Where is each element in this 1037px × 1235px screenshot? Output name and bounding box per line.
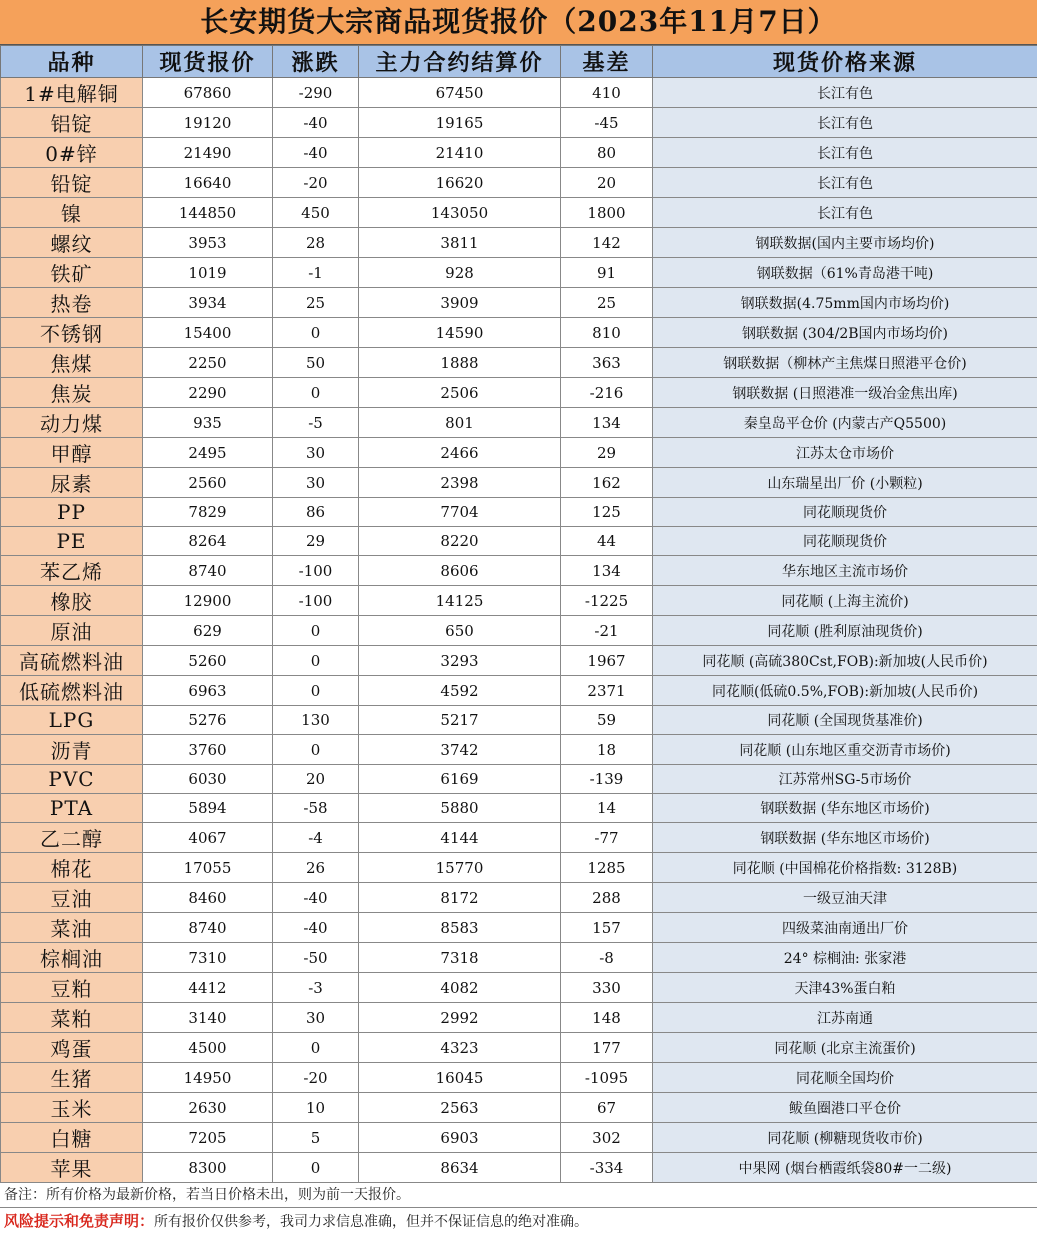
cell-name: 玉米 xyxy=(1,1093,143,1123)
cell-change: 86 xyxy=(273,498,359,527)
table-row xyxy=(1,258,1037,288)
cell-basis: 14 xyxy=(561,794,653,823)
cell-name: 尿素 xyxy=(1,468,143,498)
cell-basis: 25 xyxy=(561,288,653,318)
cell-source: 四级菜油南通出厂价 xyxy=(653,913,1037,943)
cell-basis: -8 xyxy=(561,943,653,973)
cell-spot-price: 3760 xyxy=(143,735,273,765)
cell-settle-price: 8583 xyxy=(359,913,561,943)
cell-basis: 410 xyxy=(561,78,653,108)
cell-change: 20 xyxy=(273,765,359,794)
cell-change: 450 xyxy=(273,198,359,228)
cell-source: 天津43%蛋白粕 xyxy=(653,973,1037,1003)
cell-source: 24° 棕榈油: 张家港 xyxy=(653,943,1037,973)
cell-settle-price: 7704 xyxy=(359,498,561,527)
cell-name: 生猪 xyxy=(1,1063,143,1093)
cell-spot-price: 6030 xyxy=(143,765,273,794)
cell-spot-price: 8740 xyxy=(143,913,273,943)
table-row xyxy=(1,288,1037,318)
cell-spot-price: 8300 xyxy=(143,1153,273,1183)
cell-source: 同花顺现货价 xyxy=(653,498,1037,527)
cell-spot-price: 2250 xyxy=(143,348,273,378)
cell-settle-price: 3293 xyxy=(359,646,561,676)
cell-settle-price: 15770 xyxy=(359,853,561,883)
price-table xyxy=(0,45,1037,1183)
cell-source: 江苏南通 xyxy=(653,1003,1037,1033)
cell-change: -290 xyxy=(273,78,359,108)
cell-settle-price: 19165 xyxy=(359,108,561,138)
cell-settle-price: 650 xyxy=(359,616,561,646)
cell-basis: 157 xyxy=(561,913,653,943)
table-row xyxy=(1,378,1037,408)
cell-basis: 302 xyxy=(561,1123,653,1153)
cell-source: 长江有色 xyxy=(653,108,1037,138)
cell-settle-price: 4082 xyxy=(359,973,561,1003)
cell-basis: 330 xyxy=(561,973,653,1003)
cell-spot-price: 144850 xyxy=(143,198,273,228)
cell-source: 同花顺 (全国现货基准价) xyxy=(653,706,1037,735)
table-row xyxy=(1,108,1037,138)
cell-basis: 148 xyxy=(561,1003,653,1033)
cell-source: 同花顺 (上海主流价) xyxy=(653,586,1037,616)
cell-basis: -334 xyxy=(561,1153,653,1183)
cell-source: 山东瑞星出厂价 (小颗粒) xyxy=(653,468,1037,498)
cell-spot-price: 14950 xyxy=(143,1063,273,1093)
table-row xyxy=(1,468,1037,498)
cell-source: 钢联数据 (日照港准一级冶金焦出库) xyxy=(653,378,1037,408)
cell-settle-price: 6903 xyxy=(359,1123,561,1153)
table-row xyxy=(1,765,1037,794)
cell-source: 钢联数据(国内主要市场均价) xyxy=(653,228,1037,258)
cell-basis: -77 xyxy=(561,823,653,853)
cell-change: -5 xyxy=(273,408,359,438)
cell-spot-price: 8460 xyxy=(143,883,273,913)
cell-source: 同花顺 (高硫380Cst,FOB):新加坡(人民币价) xyxy=(653,646,1037,676)
cell-source: 长江有色 xyxy=(653,168,1037,198)
cell-settle-price: 6169 xyxy=(359,765,561,794)
cell-basis: 134 xyxy=(561,556,653,586)
cell-change: -50 xyxy=(273,943,359,973)
cell-basis: 142 xyxy=(561,228,653,258)
table-row xyxy=(1,616,1037,646)
cell-settle-price: 8634 xyxy=(359,1153,561,1183)
table-row xyxy=(1,138,1037,168)
cell-basis: 125 xyxy=(561,498,653,527)
table-row xyxy=(1,794,1037,823)
cell-settle-price: 5217 xyxy=(359,706,561,735)
cell-source: 钢联数据（柳林产主焦煤日照港平仓价) xyxy=(653,348,1037,378)
cell-basis: 177 xyxy=(561,1033,653,1063)
cell-spot-price: 2290 xyxy=(143,378,273,408)
cell-name: PVC xyxy=(1,765,143,794)
cell-basis: 59 xyxy=(561,706,653,735)
cell-name: PTA xyxy=(1,794,143,823)
risk-disclaimer xyxy=(0,1208,1037,1234)
cell-source: 同花顺全国均价 xyxy=(653,1063,1037,1093)
cell-basis: 1967 xyxy=(561,646,653,676)
cell-settle-price: 143050 xyxy=(359,198,561,228)
risk-text: 所有报价仅供参考，我司力求信息准确，但并不保证信息的绝对准确。 xyxy=(154,1214,588,1230)
cell-name: 菜油 xyxy=(1,913,143,943)
cell-change: 26 xyxy=(273,853,359,883)
cell-settle-price: 16620 xyxy=(359,168,561,198)
cell-source: 华东地区主流市场价 xyxy=(653,556,1037,586)
cell-name: 棉花 xyxy=(1,853,143,883)
cell-settle-price: 4323 xyxy=(359,1033,561,1063)
cell-source: 同花顺 (中国棉花价格指数: 3128B) xyxy=(653,853,1037,883)
cell-name: 0#锌 xyxy=(1,138,143,168)
cell-spot-price: 2560 xyxy=(143,468,273,498)
cell-spot-price: 4067 xyxy=(143,823,273,853)
cell-source: 中果网 (烟台栖霞纸袋80#一二级) xyxy=(653,1153,1037,1183)
cell-basis: 1800 xyxy=(561,198,653,228)
cell-name: 白糖 xyxy=(1,1123,143,1153)
cell-source: 钢联数据 (华东地区市场价) xyxy=(653,823,1037,853)
cell-spot-price: 21490 xyxy=(143,138,273,168)
cell-change: 0 xyxy=(273,616,359,646)
cell-settle-price: 2563 xyxy=(359,1093,561,1123)
cell-source: 同花顺 (柳糖现货收市价) xyxy=(653,1123,1037,1153)
cell-settle-price: 3811 xyxy=(359,228,561,258)
cell-change: 30 xyxy=(273,438,359,468)
cell-source: 长江有色 xyxy=(653,78,1037,108)
cell-source: 钢联数据 (304/2B国内市场均价) xyxy=(653,318,1037,348)
cell-change: 28 xyxy=(273,228,359,258)
cell-spot-price: 15400 xyxy=(143,318,273,348)
cell-basis: -21 xyxy=(561,616,653,646)
cell-spot-price: 6963 xyxy=(143,676,273,706)
cell-change: -100 xyxy=(273,586,359,616)
cell-name: 热卷 xyxy=(1,288,143,318)
cell-change: 0 xyxy=(273,1153,359,1183)
table-row xyxy=(1,318,1037,348)
table-row xyxy=(1,1123,1037,1153)
cell-spot-price: 1019 xyxy=(143,258,273,288)
cell-name: 不锈钢 xyxy=(1,318,143,348)
cell-basis: 810 xyxy=(561,318,653,348)
cell-spot-price: 8264 xyxy=(143,527,273,556)
cell-spot-price: 7829 xyxy=(143,498,273,527)
cell-name: 镍 xyxy=(1,198,143,228)
cell-name: 焦炭 xyxy=(1,378,143,408)
cell-name: 乙二醇 xyxy=(1,823,143,853)
table-row xyxy=(1,706,1037,735)
cell-source: 同花顺 (山东地区重交沥青市场价) xyxy=(653,735,1037,765)
cell-basis: 134 xyxy=(561,408,653,438)
cell-change: -40 xyxy=(273,138,359,168)
cell-spot-price: 3934 xyxy=(143,288,273,318)
cell-spot-price: 16640 xyxy=(143,168,273,198)
cell-basis: 363 xyxy=(561,348,653,378)
cell-spot-price: 4500 xyxy=(143,1033,273,1063)
cell-name: 豆粕 xyxy=(1,973,143,1003)
cell-spot-price: 629 xyxy=(143,616,273,646)
cell-name: 苯乙烯 xyxy=(1,556,143,586)
cell-change: -1 xyxy=(273,258,359,288)
table-row xyxy=(1,823,1037,853)
table-row xyxy=(1,646,1037,676)
table-row xyxy=(1,498,1037,527)
cell-spot-price: 935 xyxy=(143,408,273,438)
cell-source: 鲅鱼圈港口平仓价 xyxy=(653,1093,1037,1123)
cell-change: 0 xyxy=(273,378,359,408)
table-row xyxy=(1,556,1037,586)
cell-name: 甲醇 xyxy=(1,438,143,468)
cell-name: LPG xyxy=(1,706,143,735)
cell-source: 江苏常州SG-5市场价 xyxy=(653,765,1037,794)
cell-name: 低硫燃料油 xyxy=(1,676,143,706)
cell-spot-price: 3140 xyxy=(143,1003,273,1033)
col-header-source: 现货价格来源 xyxy=(653,46,1037,78)
cell-name: 棕榈油 xyxy=(1,943,143,973)
table-body xyxy=(1,78,1037,1183)
table-row xyxy=(1,973,1037,1003)
table-row xyxy=(1,586,1037,616)
cell-change: -40 xyxy=(273,883,359,913)
table-row xyxy=(1,408,1037,438)
table-row xyxy=(1,735,1037,765)
cell-change: 50 xyxy=(273,348,359,378)
cell-settle-price: 2506 xyxy=(359,378,561,408)
cell-source: 一级豆油天津 xyxy=(653,883,1037,913)
cell-settle-price: 5880 xyxy=(359,794,561,823)
cell-name: 沥青 xyxy=(1,735,143,765)
table-row xyxy=(1,943,1037,973)
table-row xyxy=(1,1033,1037,1063)
table-row xyxy=(1,853,1037,883)
footnote: 备注：所有价格为最新价格，若当日价格未出，则为前一天报价。 xyxy=(0,1183,1037,1208)
cell-settle-price: 8220 xyxy=(359,527,561,556)
cell-source: 长江有色 xyxy=(653,138,1037,168)
cell-spot-price: 19120 xyxy=(143,108,273,138)
cell-settle-price: 2398 xyxy=(359,468,561,498)
cell-source: 钢联数据 (华东地区市场价) xyxy=(653,794,1037,823)
cell-name: 橡胶 xyxy=(1,586,143,616)
cell-name: 原油 xyxy=(1,616,143,646)
cell-basis: -1095 xyxy=(561,1063,653,1093)
cell-spot-price: 2495 xyxy=(143,438,273,468)
cell-source: 同花顺 (北京主流蛋价) xyxy=(653,1033,1037,1063)
cell-basis: -216 xyxy=(561,378,653,408)
cell-name: 1#电解铜 xyxy=(1,78,143,108)
cell-spot-price: 8740 xyxy=(143,556,273,586)
cell-change: 5 xyxy=(273,1123,359,1153)
cell-name: 菜粕 xyxy=(1,1003,143,1033)
cell-change: 0 xyxy=(273,735,359,765)
table-row xyxy=(1,348,1037,378)
cell-spot-price: 17055 xyxy=(143,853,273,883)
cell-settle-price: 14590 xyxy=(359,318,561,348)
cell-change: 0 xyxy=(273,676,359,706)
table-row xyxy=(1,913,1037,943)
cell-settle-price: 16045 xyxy=(359,1063,561,1093)
col-header-name: 品种 xyxy=(1,46,143,78)
cell-spot-price: 5276 xyxy=(143,706,273,735)
cell-spot-price: 4412 xyxy=(143,973,273,1003)
col-header-change: 涨跌 xyxy=(273,46,359,78)
cell-settle-price: 801 xyxy=(359,408,561,438)
cell-name: 鸡蛋 xyxy=(1,1033,143,1063)
cell-settle-price: 928 xyxy=(359,258,561,288)
cell-name: 焦煤 xyxy=(1,348,143,378)
cell-basis: -139 xyxy=(561,765,653,794)
cell-settle-price: 8172 xyxy=(359,883,561,913)
cell-spot-price: 67860 xyxy=(143,78,273,108)
cell-spot-price: 5260 xyxy=(143,646,273,676)
cell-settle-price: 1888 xyxy=(359,348,561,378)
cell-spot-price: 2630 xyxy=(143,1093,273,1123)
cell-basis: -1225 xyxy=(561,586,653,616)
cell-change: -20 xyxy=(273,1063,359,1093)
cell-source: 钢联数据(4.75mm国内市场均价) xyxy=(653,288,1037,318)
cell-name: 螺纹 xyxy=(1,228,143,258)
cell-change: 0 xyxy=(273,318,359,348)
cell-source: 同花顺(低硫0.5%,FOB):新加坡(人民币价) xyxy=(653,676,1037,706)
table-row xyxy=(1,883,1037,913)
col-header-spot: 现货报价 xyxy=(143,46,273,78)
cell-change: -100 xyxy=(273,556,359,586)
cell-name: 高硫燃料油 xyxy=(1,646,143,676)
cell-change: -58 xyxy=(273,794,359,823)
cell-change: 25 xyxy=(273,288,359,318)
cell-change: -40 xyxy=(273,913,359,943)
cell-settle-price: 3909 xyxy=(359,288,561,318)
cell-basis: 1285 xyxy=(561,853,653,883)
cell-basis: 91 xyxy=(561,258,653,288)
cell-spot-price: 7205 xyxy=(143,1123,273,1153)
cell-settle-price: 21410 xyxy=(359,138,561,168)
cell-settle-price: 67450 xyxy=(359,78,561,108)
cell-settle-price: 2466 xyxy=(359,438,561,468)
cell-change: 0 xyxy=(273,646,359,676)
cell-change: 30 xyxy=(273,468,359,498)
cell-change: 130 xyxy=(273,706,359,735)
cell-source: 江苏太仓市场价 xyxy=(653,438,1037,468)
cell-settle-price: 3742 xyxy=(359,735,561,765)
table-row xyxy=(1,1003,1037,1033)
cell-basis: 67 xyxy=(561,1093,653,1123)
cell-change: 30 xyxy=(273,1003,359,1033)
table-row xyxy=(1,228,1037,258)
table-row xyxy=(1,1093,1037,1123)
cell-settle-price: 14125 xyxy=(359,586,561,616)
cell-name: 铝锭 xyxy=(1,108,143,138)
table-header-row xyxy=(1,46,1037,78)
cell-source: 长江有色 xyxy=(653,198,1037,228)
cell-spot-price: 7310 xyxy=(143,943,273,973)
cell-change: 10 xyxy=(273,1093,359,1123)
cell-basis: 44 xyxy=(561,527,653,556)
cell-name: 铅锭 xyxy=(1,168,143,198)
cell-source: 钢联数据（61%青岛港干吨) xyxy=(653,258,1037,288)
cell-basis: 80 xyxy=(561,138,653,168)
cell-name: 苹果 xyxy=(1,1153,143,1183)
cell-settle-price: 7318 xyxy=(359,943,561,973)
cell-spot-price: 5894 xyxy=(143,794,273,823)
cell-source: 秦皇岛平仓价 (内蒙古产Q5500) xyxy=(653,408,1037,438)
table-row xyxy=(1,1063,1037,1093)
sheet-title: 长安期货大宗商品现货报价（2023年11月7日） xyxy=(0,0,1037,45)
cell-basis: 18 xyxy=(561,735,653,765)
cell-spot-price: 12900 xyxy=(143,586,273,616)
cell-change: 0 xyxy=(273,1033,359,1063)
cell-basis: 20 xyxy=(561,168,653,198)
cell-source: 同花顺 (胜利原油现货价) xyxy=(653,616,1037,646)
cell-change: -4 xyxy=(273,823,359,853)
cell-name: PP xyxy=(1,498,143,527)
cell-basis: 162 xyxy=(561,468,653,498)
cell-name: PE xyxy=(1,527,143,556)
cell-spot-price: 3953 xyxy=(143,228,273,258)
cell-basis: 29 xyxy=(561,438,653,468)
cell-settle-price: 2992 xyxy=(359,1003,561,1033)
cell-source: 同花顺现货价 xyxy=(653,527,1037,556)
table-row xyxy=(1,1153,1037,1183)
col-header-basis: 基差 xyxy=(561,46,653,78)
cell-change: -20 xyxy=(273,168,359,198)
table-row xyxy=(1,198,1037,228)
table-row xyxy=(1,78,1037,108)
cell-basis: -45 xyxy=(561,108,653,138)
table-row xyxy=(1,527,1037,556)
cell-name: 铁矿 xyxy=(1,258,143,288)
cell-name: 动力煤 xyxy=(1,408,143,438)
cell-basis: 2371 xyxy=(561,676,653,706)
table-row xyxy=(1,168,1037,198)
col-header-settle: 主力合约结算价 xyxy=(359,46,561,78)
cell-change: -40 xyxy=(273,108,359,138)
cell-settle-price: 4144 xyxy=(359,823,561,853)
risk-label: 风险提示和免责声明： xyxy=(4,1212,154,1230)
table-row xyxy=(1,676,1037,706)
cell-change: -3 xyxy=(273,973,359,1003)
cell-settle-price: 4592 xyxy=(359,676,561,706)
table-row xyxy=(1,438,1037,468)
cell-basis: 288 xyxy=(561,883,653,913)
cell-change: 29 xyxy=(273,527,359,556)
cell-name: 豆油 xyxy=(1,883,143,913)
cell-settle-price: 8606 xyxy=(359,556,561,586)
